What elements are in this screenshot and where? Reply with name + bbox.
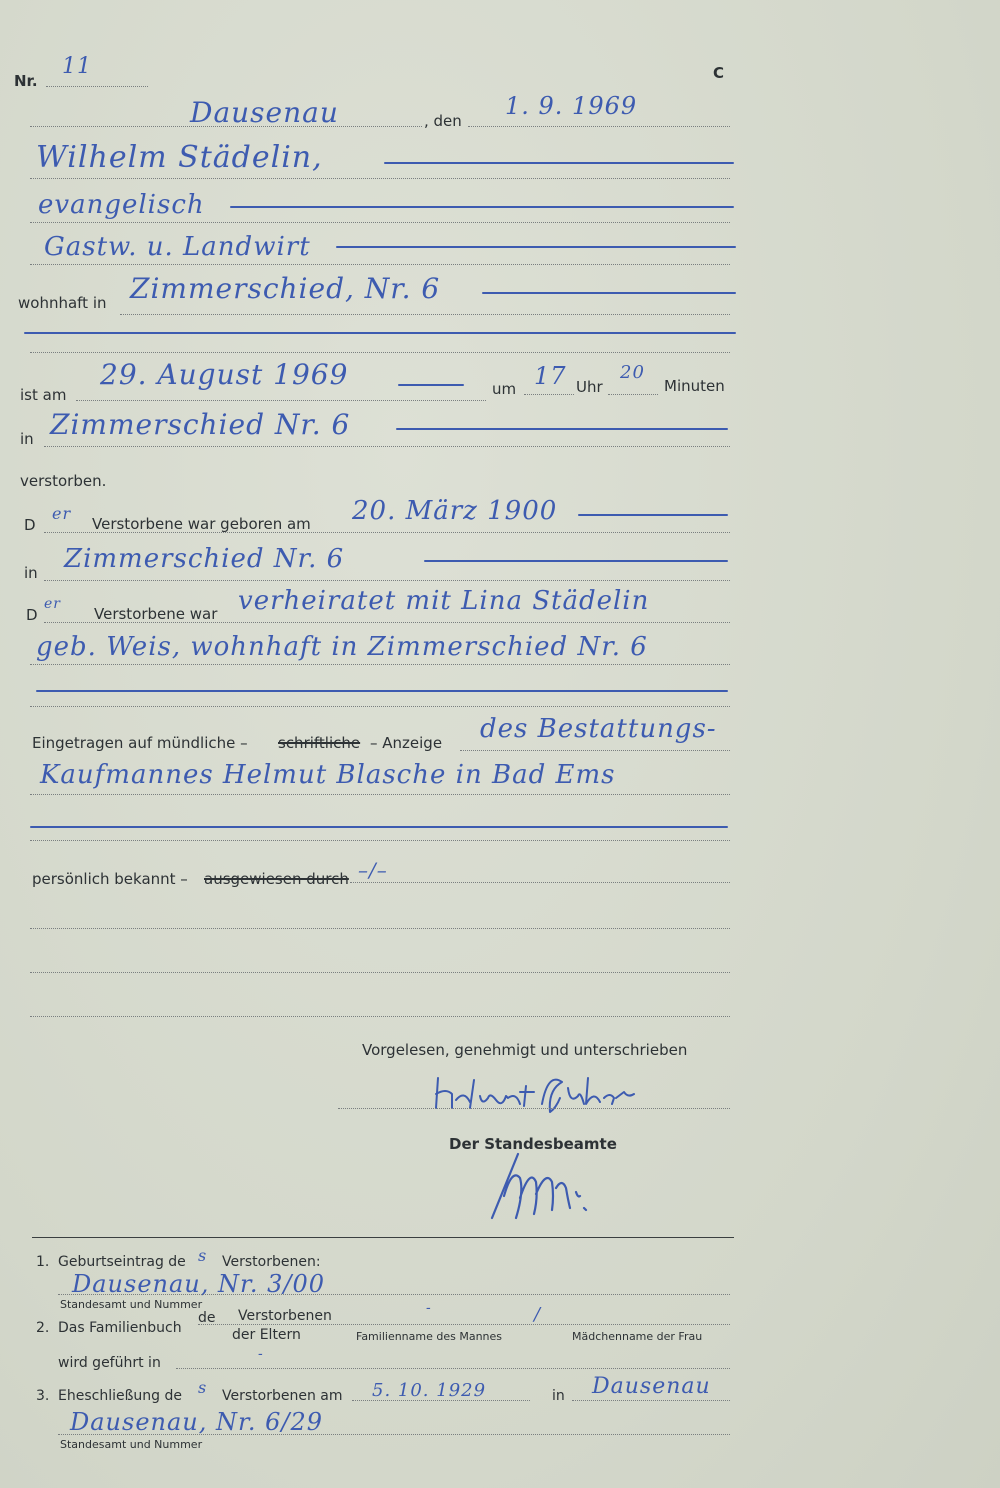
declarant-religion: evangelisch <box>38 190 205 220</box>
note1-text-a: Geburtseintrag de <box>58 1254 186 1270</box>
note2-label: 2. <box>36 1320 50 1336</box>
birth-d-suffix: er <box>52 504 72 523</box>
dotted-line <box>198 1324 730 1325</box>
dotted-line <box>30 840 730 841</box>
dotted-line <box>120 314 730 315</box>
dotted-line <box>30 928 730 929</box>
death-hour: 17 <box>534 362 567 390</box>
dotted-line <box>608 394 658 395</box>
death-in-label: in <box>20 430 34 448</box>
death-minutes: 20 <box>620 362 645 383</box>
note2-wird-value: - <box>258 1346 264 1362</box>
dotted-line <box>30 178 730 179</box>
notes-divider <box>32 1237 734 1238</box>
fill-line <box>230 206 734 208</box>
fill-line <box>336 246 736 248</box>
declarant-occupation: Gastw. u. Landwirt <box>44 232 311 262</box>
um-label: um <box>492 380 517 398</box>
dotted-line <box>44 532 730 533</box>
dotted-line <box>30 664 730 665</box>
fill-line <box>482 292 736 294</box>
birth-date: 20. März 1900 <box>352 496 558 526</box>
note3-text-b: Verstorbenen am <box>222 1388 343 1404</box>
dotted-line <box>30 264 730 265</box>
dotted-line <box>30 1016 730 1017</box>
dotted-line <box>460 750 730 751</box>
official-signature <box>480 1148 620 1228</box>
dotted-line <box>58 1434 730 1435</box>
report-value-2: Kaufmannes Helmut Blasche in Bad Ems <box>40 760 616 790</box>
report-label-b: – Anzeige <box>370 734 443 752</box>
note2-opt2: der Eltern <box>232 1327 301 1343</box>
place-dotted-line <box>30 126 422 127</box>
date-dotted-line <box>468 126 730 127</box>
nr-label: Nr. <box>14 72 38 90</box>
read-approved-text: Vorgelesen, genehmigt und unterschrieben <box>362 1041 688 1059</box>
fill-line <box>398 384 464 386</box>
note3-text-a: Eheschließung de <box>58 1388 182 1404</box>
death-date: 29. August 1969 <box>100 358 349 391</box>
dotted-line <box>30 972 730 973</box>
nr-dotted-line <box>46 86 148 87</box>
report-label-a: Eingetragen auf mündliche – <box>32 734 248 752</box>
ist-am-label: ist am <box>20 386 67 404</box>
date-value: 1. 9. 1969 <box>505 92 638 120</box>
marital-line2: geb. Weis, wohnhaft in Zimmerschied Nr. 6 <box>36 632 648 662</box>
dotted-line <box>350 882 730 883</box>
wohnhaft-label: wohnhaft in <box>18 294 107 312</box>
note1-mark: s <box>198 1246 208 1265</box>
note1-sub: Standesamt und Nummer <box>60 1298 203 1311</box>
birth-in-label: in <box>24 564 38 582</box>
fill-line <box>30 826 728 828</box>
dotted-line <box>524 394 574 395</box>
fill-line <box>384 162 734 164</box>
dotted-line <box>30 706 730 707</box>
fill-line <box>424 560 728 562</box>
note3-value: Dausenau, Nr. 6/29 <box>70 1408 323 1436</box>
birth-d-label: D <box>24 516 36 534</box>
note2-mark: - <box>426 1300 432 1316</box>
corner-letter: C <box>713 64 725 82</box>
dotted-line <box>76 400 486 401</box>
den-label: , den <box>424 112 462 130</box>
dotted-line <box>338 1108 730 1109</box>
dotted-line <box>30 222 730 223</box>
note3-place: Dausenau <box>592 1374 711 1399</box>
dotted-line <box>30 794 730 795</box>
dotted-line <box>30 352 730 353</box>
dotted-line <box>352 1400 530 1401</box>
note2-slash: / <box>534 1304 542 1325</box>
identity-value: –/– <box>358 858 388 882</box>
fill-line <box>396 428 728 430</box>
note2-de: de <box>198 1310 216 1326</box>
dotted-line <box>58 1294 730 1295</box>
report-label-strike: schriftliche <box>278 734 361 752</box>
note1-label: 1. <box>36 1254 50 1270</box>
fill-line <box>578 514 728 516</box>
birth-text: Verstorbene war geboren am <box>92 515 311 533</box>
residence-value: Zimmerschied, Nr. 6 <box>130 272 441 305</box>
note1-value: Dausenau, Nr. 3/00 <box>72 1270 325 1298</box>
note2-col2: Mädchenname der Frau <box>572 1330 703 1343</box>
dotted-line <box>572 1400 730 1401</box>
marital-d-label: D <box>26 606 38 624</box>
dotted-line <box>176 1368 730 1369</box>
note2-col1: Familienname des Mannes <box>356 1330 503 1343</box>
note3-sub: Standesamt und Nummer <box>60 1438 203 1451</box>
fill-line <box>36 690 728 692</box>
death-place: Zimmerschied Nr. 6 <box>50 408 351 441</box>
identity-strike: ausgewiesen durch <box>204 870 349 888</box>
place-value: Dausenau <box>190 96 339 129</box>
note2-opt1: Verstorbenen <box>238 1308 332 1324</box>
dotted-line <box>44 580 730 581</box>
note3-mark: s <box>198 1378 208 1397</box>
note3-date: 5. 10. 1929 <box>372 1380 487 1401</box>
identity-label: persönlich bekannt – <box>32 870 188 888</box>
dotted-line <box>44 446 730 447</box>
marital-text: Verstorbene war <box>94 605 218 623</box>
verstorben-label: verstorben. <box>20 472 107 490</box>
fill-line <box>24 332 736 334</box>
marital-d-suffix: er <box>44 596 61 612</box>
dotted-line <box>44 622 730 623</box>
declarant-name: Wilhelm Städelin, <box>36 140 323 175</box>
report-value-1: des Bestattungs- <box>480 714 717 744</box>
official-label: Der Standesbeamte <box>449 1135 617 1153</box>
declarant-signature <box>430 1068 660 1118</box>
note1-text-b: Verstorbenen: <box>222 1254 321 1270</box>
minuten-label: Minuten <box>664 377 725 395</box>
note3-in: in <box>552 1388 565 1404</box>
note2-text: Das Familienbuch <box>58 1320 182 1336</box>
birth-place: Zimmerschied Nr. 6 <box>64 544 345 574</box>
note3-label: 3. <box>36 1388 50 1404</box>
uhr-label: Uhr <box>576 378 603 396</box>
note2-wird: wird geführt in <box>58 1355 161 1371</box>
nr-value: 11 <box>62 54 92 79</box>
marital-line1: verheiratet mit Lina Städelin <box>238 586 650 616</box>
